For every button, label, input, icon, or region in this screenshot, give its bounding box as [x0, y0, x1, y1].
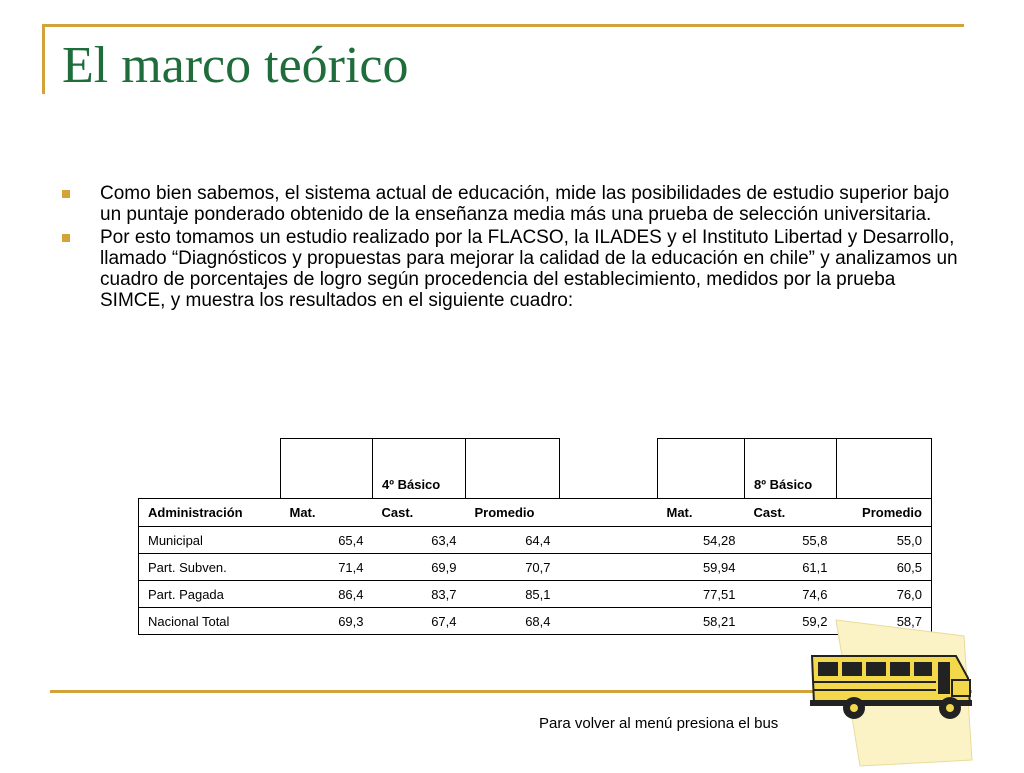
bullet-text: Como bien sabemos, el sistema actual de educación, mide las posibilidades de estudio superior bajo un puntaje ponderado obtenido de la enseñanza media más una prueba de selección universitaria.: [100, 183, 950, 225]
table-cell: 69,3: [281, 608, 373, 635]
table-row: [139, 554, 932, 581]
table-cell: 67,4: [373, 608, 466, 635]
table-cell: 85,1: [466, 581, 560, 608]
table-cell: 65,4: [281, 527, 373, 554]
table-cell: [560, 608, 658, 635]
slide-title: El marco teórico: [62, 37, 409, 94]
blank-cell: [466, 439, 560, 499]
top-rule: [42, 24, 964, 27]
square-bullet-icon: [62, 234, 70, 242]
table-cell: 59,94: [658, 554, 745, 581]
table-cell: 63,4: [373, 527, 466, 554]
table-cell: 61,1: [745, 554, 837, 581]
column-header: Mat.: [658, 499, 745, 527]
blank-cell: [658, 439, 745, 499]
table-cell: [560, 527, 658, 554]
left-rule: [42, 24, 45, 94]
column-header-row: [139, 499, 932, 527]
table-cell: 86,4: [281, 581, 373, 608]
school-bus-icon[interactable]: [806, 600, 986, 768]
group-header-row: [139, 439, 932, 499]
row-label: Part. Pagada: [139, 581, 281, 608]
table-cell: 76,0: [837, 581, 932, 608]
column-header: Mat.: [281, 499, 373, 527]
column-header: Cast.: [745, 499, 837, 527]
table-cell: [560, 554, 658, 581]
table-cell: 77,51: [658, 581, 745, 608]
column-header: [560, 499, 658, 527]
blank-cell: [139, 439, 281, 499]
bullet-item: [62, 227, 962, 311]
table-cell: 70,7: [466, 554, 560, 581]
table-cell: 64,4: [466, 527, 560, 554]
table-row: [139, 527, 932, 554]
table-cell: 58,21: [658, 608, 745, 635]
table-cell: 83,7: [373, 581, 466, 608]
blank-cell: [281, 439, 373, 499]
group-label-8-basico: 8º Básico: [745, 439, 837, 499]
table-cell: 71,4: [281, 554, 373, 581]
row-label: Part. Subven.: [139, 554, 281, 581]
row-label: Municipal: [139, 527, 281, 554]
table-cell: 58,7: [837, 608, 932, 635]
table-cell: 55,0: [837, 527, 932, 554]
bullet-item: [62, 183, 962, 225]
row-label: Nacional Total: [139, 608, 281, 635]
table-cell: 69,9: [373, 554, 466, 581]
table-cell: 55,8: [745, 527, 837, 554]
bullet-list: [62, 183, 962, 313]
table-cell: 59,2: [745, 608, 837, 635]
table-cell: [560, 581, 658, 608]
table-cell: 74,6: [745, 581, 837, 608]
column-header: Cast.: [373, 499, 466, 527]
square-bullet-icon: [62, 190, 70, 198]
blank-cell: [837, 439, 932, 499]
group-label-4-basico: 4º Básico: [373, 439, 466, 499]
table-cell: 60,5: [837, 554, 932, 581]
bus-menu-link[interactable]: [806, 600, 986, 768]
column-header: Administración: [139, 499, 281, 527]
table-cell: 54,28: [658, 527, 745, 554]
footer-note: Para volver al menú presiona el bus: [539, 715, 779, 732]
column-header: Promedio: [466, 499, 560, 527]
bullet-text: Por esto tomamos un estudio realizado por la FLACSO, la ILADES y el Instituto Libertad y Desarrollo, llamado “Diagnósticos y propuestas para mejorar la calidad de la educación en chile” y analizamos un cuadro de porcentajes de logro según procedencia del establecimiento, medidos por la prueba SIMCE, y muestra los resultados en el siguiente cuadro:: [100, 227, 958, 311]
table-cell: 68,4: [466, 608, 560, 635]
blank-cell: [560, 439, 658, 499]
column-header: Promedio: [837, 499, 932, 527]
